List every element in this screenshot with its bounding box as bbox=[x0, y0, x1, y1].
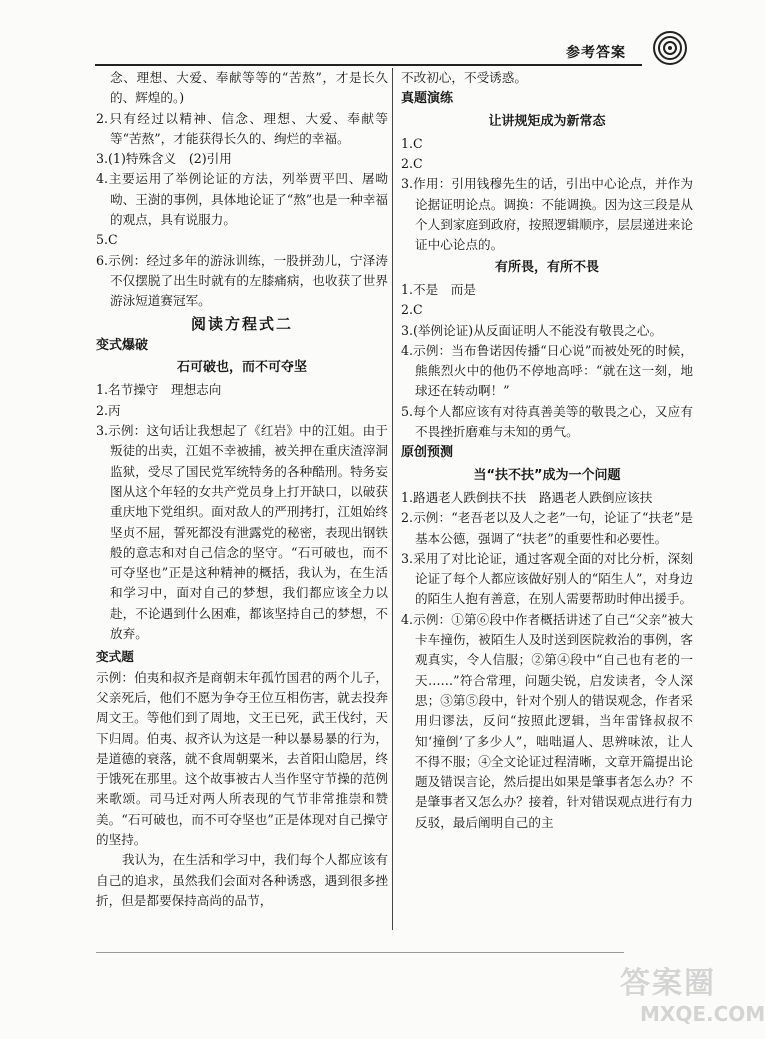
subsection-heading: 变式题 bbox=[96, 649, 134, 665]
header-label: 参考答案 bbox=[566, 45, 626, 61]
answer-item: 3.示例：这句话让我想起了《红岩》中的江姐。由于叛徒的出卖，江姐不幸被捕，被关押在重庆渣滓洞监狱，受尽了国民党军统特务的各种酷刑。特务妄图从这个年轻的女共产党员身上打开缺口，以破获重庆地下党组织。面对敌人的严刑拷打，江姐始终坚贞不屈，誓死都没有泄露党的秘密，表现出钢铁般的意志和对自己信念的坚守。“石可破也，而不可夺坚也”正是这种精神的概括，我认为，在生活和学习中，面对自己的梦想，我们都应该全力以赴，不论遇到什么困难，都该坚持自己的梦想，不放弃。 bbox=[96, 423, 388, 642]
answer-continuation: 不改初心，不受诱惑。 bbox=[401, 70, 527, 85]
article-title: 当“扶不扶”成为一个问题 bbox=[473, 467, 621, 483]
answer-item: 1.名节操守 理想志向 bbox=[96, 382, 222, 398]
section-heading: 变式爆破 bbox=[96, 337, 149, 353]
right-column bbox=[401, 68, 693, 833]
answer-item: 2.C bbox=[401, 302, 423, 318]
left-column bbox=[96, 68, 388, 911]
article-title: 石可破也，而不可夺坚 bbox=[176, 360, 307, 376]
section-heading: 原创预测 bbox=[401, 445, 454, 461]
answer-item: 5.每个人都应该有对待真善美等的敬畏之心，又应有不畏挫折磨难与未知的勇气。 bbox=[401, 403, 693, 440]
header-rule bbox=[95, 64, 642, 66]
answer-continuation: 念、理想、大爱、奉献等等的“苦熬”，才是长久的、辉煌的。) bbox=[110, 70, 388, 106]
answer-item: 1.不是 而是 bbox=[401, 281, 476, 297]
watermark-logo-text: 答案圈 bbox=[620, 966, 716, 1001]
answer-item: 4.主要运用了举例论证的方法，列举贾平凹、屠呦呦、王澍的事例，具体地论证了“熬”也是一种幸福的观点，具有说服力。 bbox=[96, 171, 388, 228]
answer-item: 1.C bbox=[401, 135, 423, 151]
answer-item: 2.只有经过以精神、信念、理想、大爱、奉献等等“苦熬”，才能获得长久的、绚烂的幸福。 bbox=[96, 110, 388, 146]
reading-formula-title: 阅读方程式二 bbox=[190, 314, 293, 333]
answer-item: 4.示例：当布鲁诺因传播“日心说”而被处死的时候，熊熊烈火中的他仍不停地高呼：“就在这一刻，地球还在转动啊！” bbox=[401, 342, 693, 399]
section-heading: 真题演练 bbox=[401, 91, 454, 107]
answer-item: 4.示例：①第⑥段中作者概括讲述了自己“父亲”被大卡车撞伤，被陌生人及时送到医院救治的事例，客观真实，令人信服；②第④段中“自己也有老的一天……”符合常理，问题尖锐，启发读者，令人深思；③第⑤段中，针对个别人的错误观念，作者采用归谬法，反问“按照此逻辑，当年雷锋叔叔不知‘撞倒’了多少人”，咄咄逼人、思辨味浓，让人不得不服；④全文论证过程清晰，文章开篇提出论题及错误言论，然后提出如果是肇事者怎么办？不是肇事者又怎么办？接着，针对错误观点进行有力反驳，最后阐明自己的主 bbox=[401, 611, 693, 830]
swirl-logo-icon bbox=[652, 30, 688, 66]
answer-item: 3.(举例论证)从反面证明人不能没有敬畏之心。 bbox=[401, 322, 663, 338]
answer-item: 3.(1)特殊含义 (2)引用 bbox=[96, 151, 232, 167]
column-divider bbox=[392, 68, 393, 930]
article-title: 让讲规矩成为新常态 bbox=[488, 113, 606, 129]
answer-item: 2.示例：“老吾老以及人之老”一句，论证了“扶老”是基本公德，强调了“扶老”的重要性和必要性。 bbox=[401, 510, 693, 546]
answer-item: 3.作用：引用钱穆先生的话，引出中心论点，并作为论据证明论点。调换：不能调换。因为这三段是从个人到家庭到政府，按照逻辑顺序，层层递进来论证中心论点的。 bbox=[401, 176, 693, 253]
answer-item: 2.C bbox=[401, 156, 423, 172]
watermark-url: MXQE.COM bbox=[640, 1002, 765, 1026]
answer-item: 1.路遇老人跌倒扶不扶 路遇老人跌倒应该扶 bbox=[401, 489, 653, 505]
article-title: 有所畏，有所不畏 bbox=[494, 259, 599, 275]
example-paragraph: 示例：伯夷和叔齐是商朝末年孤竹国君的两个儿子，父亲死后，他们不愿为争夺王位互相伤害，就去投奔周文王。等他们到了周地，文王已死，武王伐纣，天下归周。伯夷、叔齐认为这是一种以暴易暴的行为，是道德的衰落，就不食周朝粟米，去首阳山隐居，终于饿死在那里。这个故事被古人当作坚守节操的范例来歌颂。司马迁对两人所表现的气节非常推崇和赞美。“石可破也，而不可夺坚也”正是体现对自己操守的坚持。 bbox=[96, 669, 388, 847]
footer-rule bbox=[96, 952, 624, 953]
answer-item: 6.示例：经过多年的游泳训练，一股拼劲儿，宁泽涛不仅摆脱了出生时就有的左膝痛病，也收获了世界游泳短道赛冠军。 bbox=[96, 252, 388, 309]
example-paragraph: 我认为，在生活和学习中，我们每个人都应该有自己的追求，虽然我们会面对各种诱惑，遇到很多挫折，但是都要保持高尚的品节， bbox=[96, 852, 388, 908]
answer-item: 5.C bbox=[96, 232, 118, 248]
answer-item: 2.丙 bbox=[96, 402, 121, 418]
answer-item: 3.采用了对比论证，通过客观全面的对比分析，深刻论证了每个人都应该做好别人的“陌生人”，对身边的陌生人抱有善意，在别人需要帮助时伸出援手。 bbox=[401, 550, 693, 607]
